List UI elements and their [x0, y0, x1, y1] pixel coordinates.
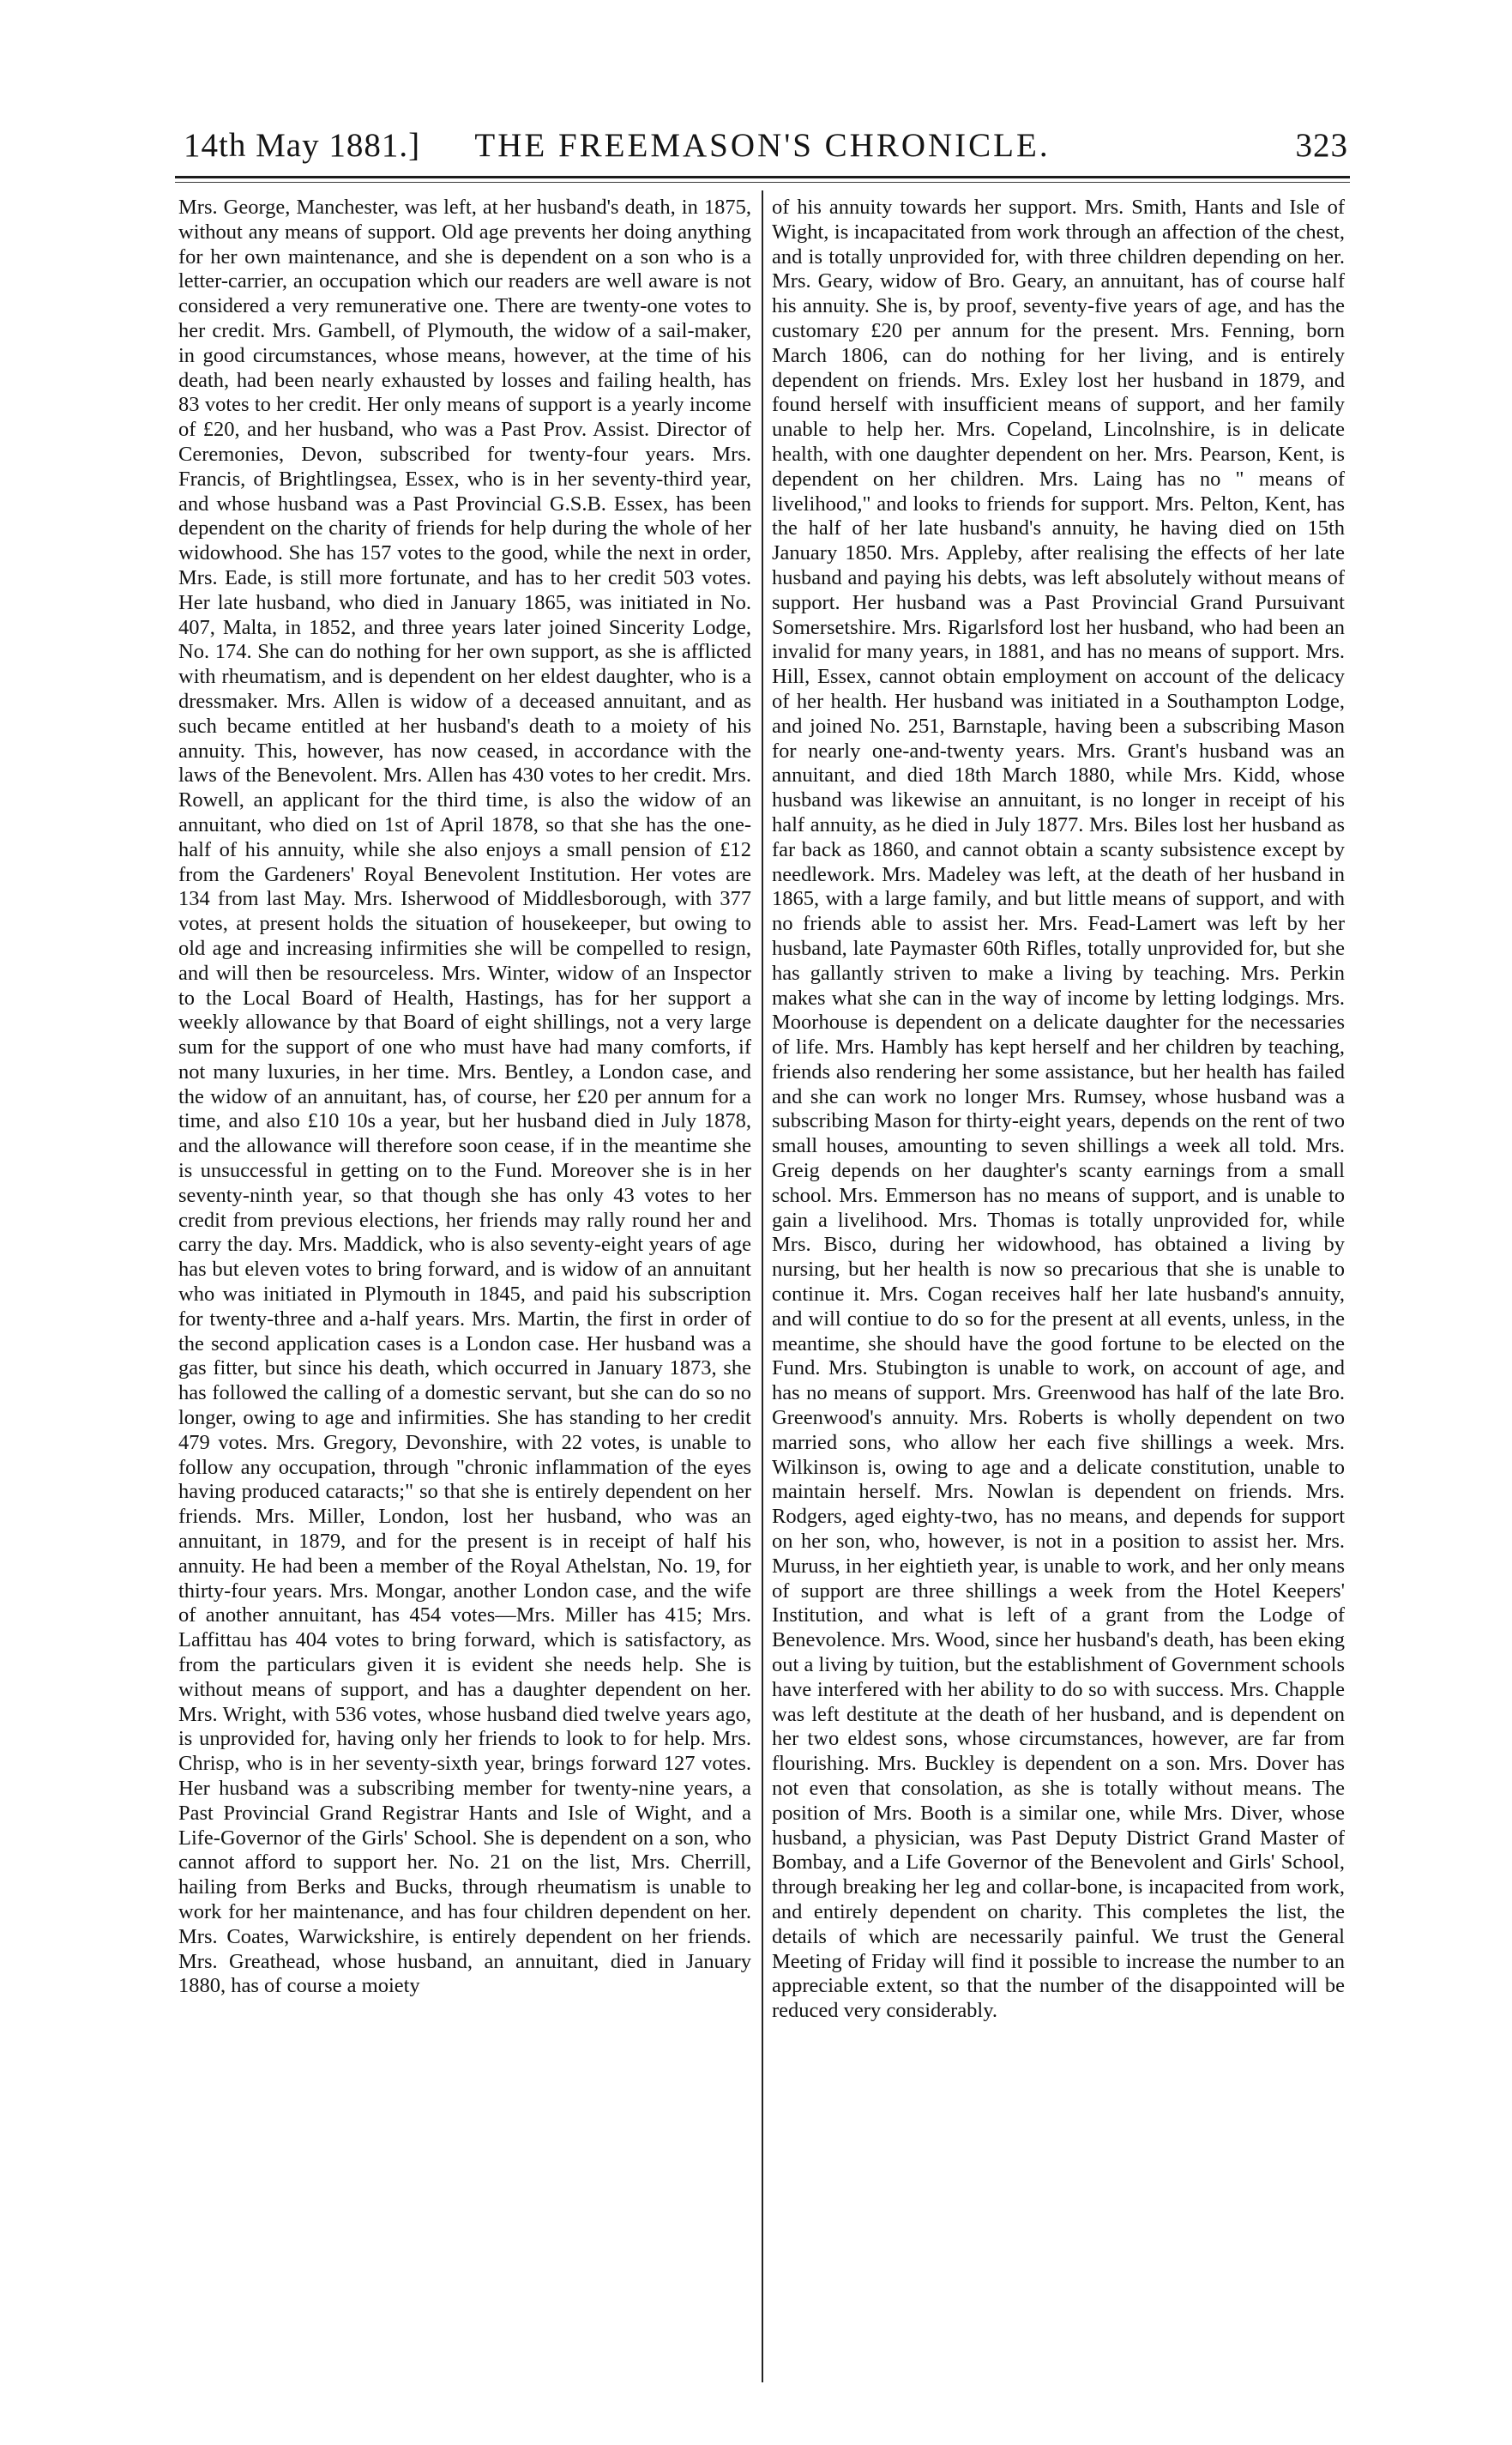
issue-date: 14th May 1881.]: [184, 127, 421, 164]
publication-title: THE FREEMASON'S CHRONICLE.: [474, 127, 1051, 164]
column-divider: [762, 190, 763, 2382]
article-text-left: Mrs. George, Manchester, was left, at her husband's death, in 1875, without any means of support. Old age prevents her doing anything for her own maintenance, and she is dependent on a son who is a letter-carrier, an occupation which our readers are well aware is not considered a very remunerative one. There are twenty-one votes to her credit. Mrs. Gambell, of Plymouth, the widow of a sail-maker, in good circumstances, whose means, however, at the time of his death, had been nearly exhausted by losses and failing health, has 83 votes to her credit. Her only means of support is a yearly income of £20, and her husband, who was a Past Prov. Assist. Director of Ceremonies, Devon, subscribed for twenty-four years. Mrs. Francis, of Brightlingsea, Essex, who is in her seventy-third year, and whose husband was a Past Provincial G.S.B. Essex, has been dependent on the charity of friends for help during the whole of her widowhood. She has 157 votes to the good, while the next in order, Mrs. Eade, is still more fortunate, and has to her credit 503 votes. Her late husband, who died in January 1865, was initiated in No. 407, Malta, in 1852, and three years later joined Sincerity Lodge, No. 174. She can do nothing for her own support, as she is afflicted with rheumatism, and is dependent on her eldest daughter, who is a dressmaker. Mrs. Allen is widow of a deceased annuitant, and as such became entitled at her husband's death to a moiety of his annuity. This, however, has now ceased, in accordance with the laws of the Benevolent. Mrs. Allen has 430 votes to her credit. Mrs. Rowell, an applicant for the third time, is also the widow of an annuitant, who died on 1st of April 1878, so that she has the one-half of his annuity, while she also enjoys a small pension of £12 from the Gardeners' Royal Benevolent Institution. Her votes are 134 from last May. Mrs. Isherwood of Middlesborough, with 377 votes, at present holds the situation of housekeeper, but owing to old age and increasing infirmities she will be compelled to resign, and will then be resourceless. Mrs. Winter, widow of an Inspector to the Local Board of Health, Hastings, has for her support a weekly allowance by that Board of eight shillings, not a very large sum for the support of one who must have had many comforts, if not many luxuries, in her time. Mrs. Bentley, a London case, and the widow of an annuitant, has, of course, her £20 per annum for a time, and also £10 10s a year, but her husband died in July 1878, and the allowance will therefore soon cease, if in the meantime she is unsuccessful in getting on to the Fund. Moreover she is in her seventy-ninth year, so that though she has only 43 votes to her credit from previous elections, her friends may rally round her and carry the day. Mrs. Maddick, who is also seventy-eight years of age has but eleven votes to bring forward, and is widow of an annuitant who was initiated in Plymouth in 1845, and paid his subscription for twenty-three and a-half years. Mrs. Martin, the first in order of the second application cases is a London case. Her husband was a gas fitter, but since his death, which occurred in January 1873, she has followed the calling of a domestic servant, but she can do so no longer, owing to age and infirmities. She has standing to her credit 479 votes. Mrs. Gregory, Devonshire, with 22 votes, is unable to follow any occupation, through "chronic inflammation of the eyes having produced cataracts;" so that she is entirely dependent on her friends. Mrs. Miller, London, lost her husband, who was an annuitant, in 1879, and for the present is in receipt of half his annuity. He had been a member of the Royal Athelstan, No. 19, for thirty-four years. Mrs. Mongar, another London case, and the wife of another annuitant, has 454 votes—Mrs. Miller has 415; Mrs. Laffittau has 404 votes to bring forward, which is satisfactory, as from the particulars given it is evident she needs help. She is without means of support, and has a daughter dependent on her. Mrs. Wright, with 536 votes, whose husband died twelve years ago, is unprovided for, having only her friends to look to for help. Mrs. Chrisp, who is in her seventy-sixth year, brings forward 127 votes. Her husband was a subscribing member for twenty-nine years, a Past Provincial Grand Registrar Hants and Isle of Wight, and a Life-Governor of the Girls' School. She is dependent on a son, who cannot afford to support her. No. 21 on the list, Mrs. Cherrill, hailing from Berks and Bucks, through rheumatism is unable to work for her maintenance, and has four children dependent on her. Mrs. Coates, Warwickshire, is entirely dependent on her friends. Mrs. Greathead, whose husband, an annuitant, died in January 1880, has of course a moiety: [178, 196, 751, 1998]
header-rule-thin: [175, 182, 1350, 183]
article-column-left: [178, 196, 751, 1999]
article-column-right: [772, 196, 1345, 2024]
page-header: [175, 122, 1350, 170]
article-text-right: of his annuity towards her support. Mrs. Smith, Hants and Isle of Wight, is incapacitated from work through an affection of the chest, and is totally unprovided for, with three children depending on her. Mrs. Geary, widow of Bro. Geary, an annuitant, has of course half his annuity. She is, by proof, seventy-five years of age, and has the customary £20 per annum for the present. Mrs. Fenning, born March 1806, can do nothing for her living, and is entirely dependent on friends. Mrs. Exley lost her husband in 1879, and found herself with insufficient means of support, and her family unable to help her. Mrs. Copeland, Lincolnshire, is in delicate health, with one daughter dependent on her. Mrs. Pearson, Kent, is dependent on her children. Mrs. Laing has no " means of livelihood," and looks to friends for support. Mrs. Pelton, Kent, has the half of her late husband's annuity, he having died on 15th January 1850. Mrs. Appleby, after realising the effects of her late husband and paying his debts, was left absolutely without means of support. Her husband was a Past Provincial Grand Pursuivant Somersetshire. Mrs. Rigarlsford lost her husband, who had been an invalid for many years, in 1881, and has no means of support. Mrs. Hill, Essex, cannot obtain employment on account of the delicacy of her health. Her husband was initiated in a Southampton Lodge, and joined No. 251, Barnstaple, having been a subscribing Mason for nearly one-and-twenty years. Mrs. Grant's husband was an annuitant, and died 18th March 1880, while Mrs. Kidd, whose husband was likewise an annuitant, is no longer in receipt of his half annuity, as he died in July 1877. Mrs. Biles lost her husband as far back as 1860, and cannot obtain a scanty subsistence except by needlework. Mrs. Madeley was left, at the death of her husband in 1865, with a large family, and but little means of support, and with no friends able to assist her. Mrs. Fead-Lamert was left by her husband, late Paymaster 60th Rifles, totally unprovided for, but she has gallantly striven to make a living by teaching. Mrs. Perkin makes what she can in the way of income by letting lodgings. Mrs. Moorhouse is dependent on a delicate daughter for the necessaries of life. Mrs. Hambly has kept herself and her children by teaching, friends also rendering her some assistance, but her health has failed and she can work no longer Mrs. Rumsey, whose husband was a subscribing Mason for thirty-eight years, depends on the rent of two small houses, amounting to seven shillings a week all told. Mrs. Greig depends on her daughter's scanty earnings from a small school. Mrs. Emmerson has no means of support, and is unable to gain a livelihood. Mrs. Thomas is totally unprovided for, while Mrs. Bisco, during her widowhood, has obtained a living by nursing, but her health is now so precarious that she is unable to continue it. Mrs. Cogan receives half her late husband's annuity, and will contiue to do so for the present at all events, unless, in the meantime, she should have the good fortune to be elected on the Fund. Mrs. Stubington is unable to work, on account of age, and has no means of support. Mrs. Greenwood has half of the late Bro. Greenwood's annuity. Mrs. Roberts is wholly dependent on two married sons, who allow her each five shillings a week. Mrs. Wilkinson is, owing to age and a delicate constitution, unable to maintain herself. Mrs. Nowlan is dependent on friends. Mrs. Rodgers, aged eighty-two, has no means, and depends for support on her son, who, however, is not in a position to assist her. Mrs. Muruss, in her eightieth year, is unable to work, and her only means of support are three shillings a week from the Hotel Keepers' Institution, and what is left of a grant from the Lodge of Benevolence. Mrs. Wood, since her husband's death, has been eking out a living by tuition, but the establishment of Government schools have interfered with her ability to do so with success. Mrs. Chapple was left destitute at the death of her husband, and is dependent on her two eldest sons, whose circumstances, however, are far from flourishing. Mrs. Buckley is dependent on a son. Mrs. Dover has not even that consolation, as she is totally without means. The position of Mrs. Booth is a similar one, while Mrs. Diver, whose husband, a physician, was Past Deputy District Grand Master of Bombay, and a Life Governor of the Benevolent and Girls' School, through breaking her leg and collar-bone, is incapacited from work, and entirely dependent on charity. This completes the list, the details of which are necessarily painful. We trust the General Meeting of Friday will find it possible to increase the number to an appreciable extent, so that the number of the disappointed will be reduced very considerably.: [772, 196, 1345, 2023]
page-number: 323: [1295, 127, 1348, 164]
header-rule-thick: [175, 176, 1350, 178]
